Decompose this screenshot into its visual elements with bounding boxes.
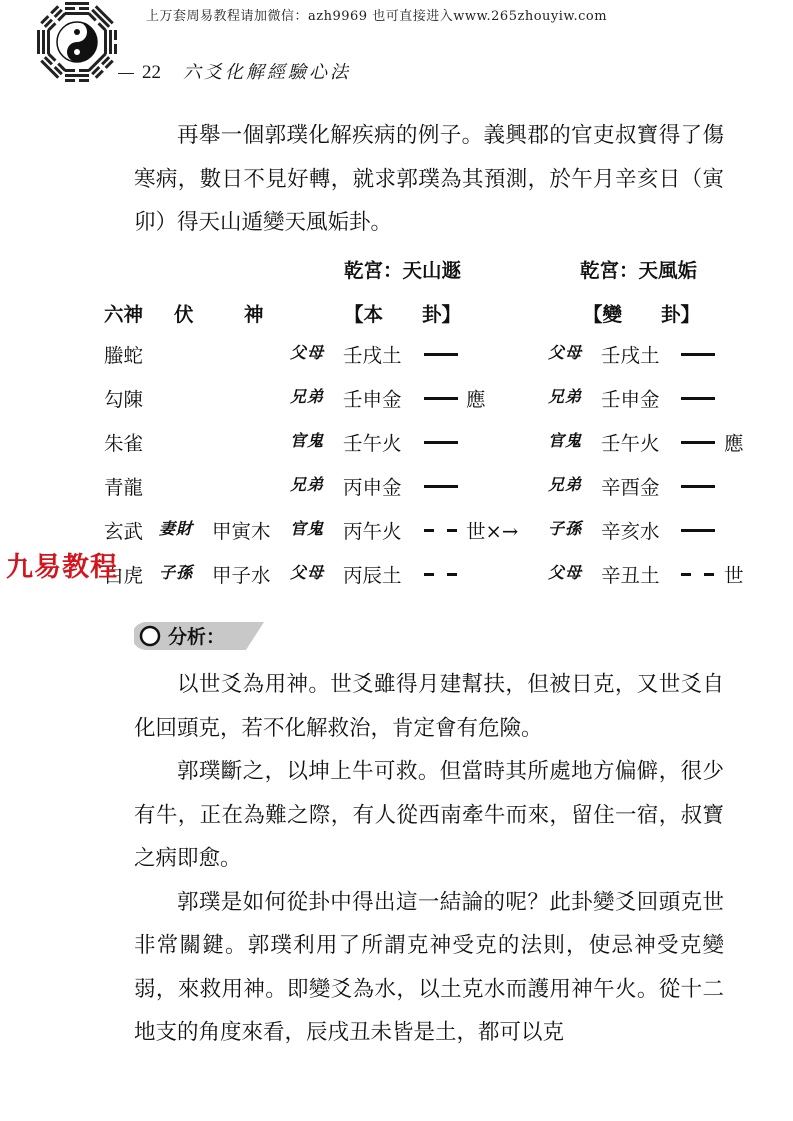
- changed-line: [681, 529, 715, 532]
- col-liushen: 六神: [104, 303, 144, 326]
- changed-hexagram-title: 乾宮：天風姤: [580, 259, 698, 282]
- original-line: [424, 441, 458, 444]
- changed-kin: 兄弟: [548, 475, 583, 494]
- six-spirit: 朱雀: [104, 432, 144, 455]
- changed-branch: 辛酉金: [601, 476, 660, 499]
- original-branch: 丙午火: [343, 520, 402, 543]
- analysis-label: 分析：: [168, 626, 226, 648]
- analysis-paragraph: 以世爻為用神。世爻雖得月建幫扶，但被日克，又世爻自化回頭克，若不化解救治，肯定會有危險。: [134, 672, 724, 741]
- six-spirit: 青龍: [104, 476, 144, 499]
- original-kin: 官鬼: [290, 431, 325, 450]
- original-mark: 應: [466, 388, 486, 411]
- book-title: 六爻化解經驗心法: [183, 62, 351, 83]
- changed-branch: 壬申金: [601, 388, 660, 411]
- original-branch: 丙辰土: [343, 564, 402, 587]
- changed-line: [681, 441, 715, 444]
- changed-branch: 辛丑土: [601, 564, 660, 587]
- original-line: [424, 485, 458, 488]
- changed-line: [681, 485, 715, 488]
- changed-kin: 子孫: [548, 519, 583, 538]
- six-spirit: 白虎: [104, 564, 144, 587]
- changed-mark: 世: [724, 564, 744, 587]
- page-number: 22: [142, 62, 161, 83]
- original-line: [424, 573, 458, 576]
- original-line: [424, 353, 458, 356]
- analysis-paragraph: 郭璞斷之，以坤上牛可救。但當時其所處地方偏僻，很少有牛，正在為難之際，有人從西南牽牛而來，留住一宿，叔寶之病即愈。: [134, 759, 724, 871]
- changed-branch: 壬午火: [601, 432, 660, 455]
- col-fu: 伏: [174, 303, 194, 326]
- original-kin: 官鬼: [290, 519, 325, 538]
- changed-kin: 父母: [548, 563, 583, 582]
- six-spirit: 玄武: [104, 520, 144, 543]
- original-branch: 壬午火: [343, 432, 402, 455]
- hidden-branch: 甲子水: [212, 564, 271, 587]
- changed-line: [681, 573, 715, 576]
- hidden-kin: 妻財: [159, 519, 194, 538]
- original-branch: 丙申金: [343, 476, 402, 499]
- six-spirit: 螣蛇: [104, 344, 144, 367]
- changed-mark: 應: [724, 432, 744, 455]
- original-kin: 兄弟: [290, 475, 325, 494]
- watermark: 九易教程: [6, 552, 118, 583]
- six-spirit: 勾陳: [104, 388, 144, 411]
- paragraph: 再舉一個郭璞化解疾病的例子。義興郡的官吏叔寶得了傷寒病，數日不見好轉，就求郭璞為其預測，於午月辛亥日（寅卯）得天山遁變天風姤卦。: [134, 123, 724, 235]
- changed-line: [681, 353, 715, 356]
- original-kin: 兄弟: [290, 387, 325, 406]
- analysis-body: [134, 663, 724, 1055]
- hidden-kin: 子孫: [159, 563, 194, 582]
- original-kin: 父母: [290, 563, 325, 582]
- original-hexagram-title: 乾宮：天山遯: [344, 259, 462, 282]
- changed-branch: 辛亥水: [601, 520, 660, 543]
- col-original: 【本 卦】: [344, 303, 462, 326]
- original-line: [424, 397, 458, 400]
- changed-branch: 壬戌土: [601, 344, 660, 367]
- col-shen: 神: [244, 303, 264, 326]
- original-mark: 世×→: [466, 520, 519, 543]
- analysis-paragraph: 郭璞是如何從卦中得出這一結論的呢？此卦變爻回頭克世非常關鍵。郭璞利用了所謂克神受克的法則，使忌神受克變弱，來救用神。即變爻為水，以土克水而護用神午火。從十二地支的角度來看，辰戌丑未皆是土，都可以克: [134, 889, 724, 1045]
- changed-kin: 兄弟: [548, 387, 583, 406]
- hidden-branch: 甲寅木: [212, 520, 271, 543]
- changed-kin: 官鬼: [548, 431, 583, 450]
- analysis-label-badge: [134, 620, 266, 652]
- changed-line: [681, 397, 715, 400]
- col-changed: 【變 卦】: [583, 303, 701, 326]
- changed-kin: 父母: [548, 343, 583, 362]
- original-branch: 壬申金: [343, 388, 402, 411]
- original-kin: 父母: [290, 343, 325, 362]
- top-notice: 上万套周易教程请加微信：azh9969 也可直接进入www.265zhouyiw.com: [146, 9, 608, 24]
- original-branch: 壬戌土: [343, 344, 402, 367]
- original-line: [424, 529, 458, 532]
